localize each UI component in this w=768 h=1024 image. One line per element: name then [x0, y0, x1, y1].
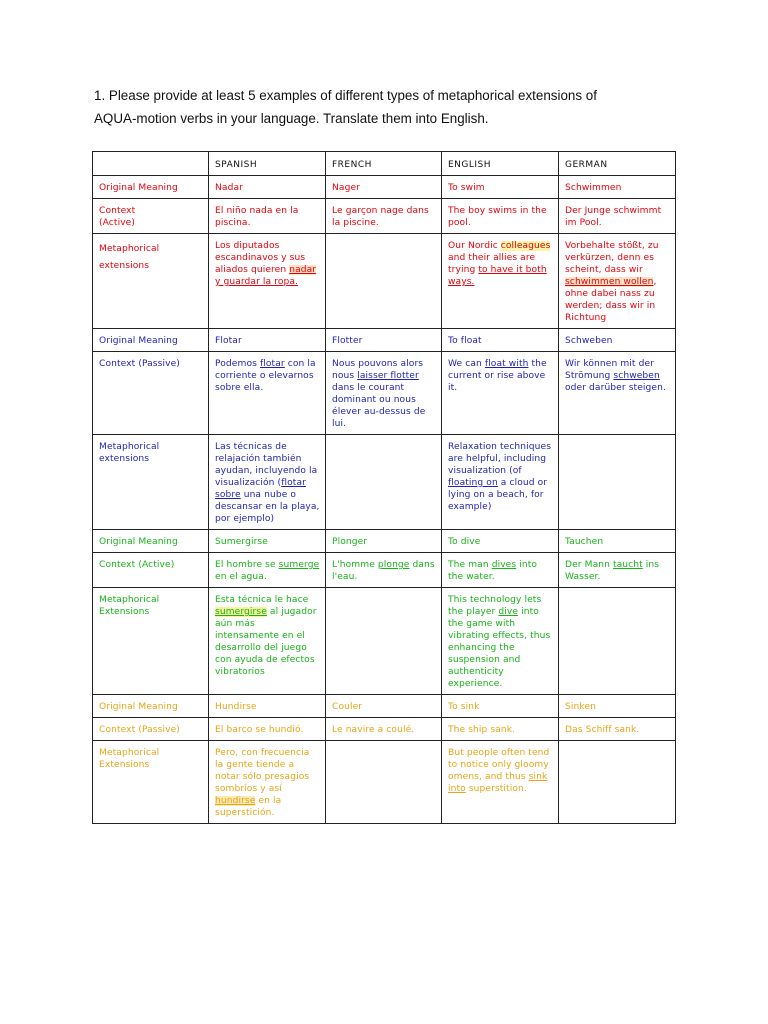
translation-table — [92, 151, 676, 824]
cell-german: Der Junge schwimmt im Pool. — [559, 199, 676, 234]
cell-english — [442, 553, 559, 588]
header-empty-cell — [93, 152, 209, 176]
row-label: Context (Passive) — [93, 352, 209, 435]
text-segment: and their allies are trying — [448, 253, 536, 275]
cell-spanish — [209, 234, 326, 329]
highlighted-phrase: dives — [491, 560, 517, 570]
text-segment: ins Wasser. — [565, 560, 660, 582]
text-segment: al jugador aún más intensamente en el desarrollo del juego con ayuda de efectos vibratorios — [215, 607, 317, 677]
cell-spanish: Flotar — [209, 329, 326, 352]
text-segment: Der Mann — [565, 560, 613, 570]
row-label: Original Meaning — [93, 176, 209, 199]
text-segment: a cloud or lying on a beach, for example) — [448, 478, 548, 512]
highlighted-phrase: nadar — [289, 265, 317, 275]
highlighted-phrase: colleagues — [500, 241, 551, 251]
text-segment: Wir können mit der Strömung — [565, 359, 654, 381]
header-english: ENGLISH — [442, 152, 559, 176]
cell-french: Couler — [326, 695, 442, 718]
highlighted-phrase: sink into — [448, 772, 548, 794]
text-segment: Nous pouvons alors nous — [332, 359, 424, 381]
cell-german: Sinken — [559, 695, 676, 718]
text-segment: This technology lets the player — [448, 595, 542, 617]
cell-german — [559, 435, 676, 530]
cell-german — [559, 588, 676, 695]
cell-english: To float — [442, 329, 559, 352]
text-segment: dans le courant dominant ou nous élever au-dessus de lui. — [332, 383, 426, 429]
cell-english: The ship sank. — [442, 718, 559, 741]
row-label: Metaphorical Extensions — [93, 741, 209, 824]
text-segment: Vorbehalte stößt, zu verkürzen, denn es scheint, dass wir — [565, 241, 659, 275]
highlighted-phrase: float with — [484, 359, 529, 369]
cell-spanish — [209, 352, 326, 435]
cell-german — [559, 553, 676, 588]
table-row — [93, 741, 676, 824]
cell-german: Schwimmen — [559, 176, 676, 199]
table-row — [93, 553, 676, 588]
table-row — [93, 588, 676, 695]
table-row — [93, 695, 676, 718]
table-row — [93, 176, 676, 199]
header-german: GERMAN — [559, 152, 676, 176]
cell-spanish: Sumergirse — [209, 530, 326, 553]
highlighted-phrase: floating on — [448, 478, 498, 488]
text-segment: into the water. — [448, 560, 538, 582]
cell-english — [442, 352, 559, 435]
question-line-2: AQUA-motion verbs in your language. Translate them into English. — [94, 111, 489, 126]
text-segment: into the game with vibrating effects, thus enhancing the suspension and authenticity experience. — [448, 607, 551, 689]
row-label: Context (Active) — [93, 199, 209, 234]
text-segment: El hombre se — [215, 560, 279, 570]
highlighted-phrase: laisser flotter — [357, 371, 419, 381]
cell-german — [559, 741, 676, 824]
row-label: Original Meaning — [93, 695, 209, 718]
cell-spanish: Nadar — [209, 176, 326, 199]
cell-french: Flotter — [326, 329, 442, 352]
cell-english — [442, 435, 559, 530]
text-segment: en la superstición. — [215, 796, 282, 818]
header-spanish: SPANISH — [209, 152, 326, 176]
highlighted-phrase: plonge — [377, 560, 410, 570]
highlighted-phrase: sumergirse — [215, 607, 267, 617]
header-french: FRENCH — [326, 152, 442, 176]
table-row — [93, 718, 676, 741]
cell-german: Das Schiff sank. — [559, 718, 676, 741]
cell-spanish: El barco se hundió. — [209, 718, 326, 741]
text-segment: Pero, con frecuencia la gente tiende a notar sólo presagios sombríos y así — [215, 748, 310, 794]
cell-german: Tauchen — [559, 530, 676, 553]
table-row — [93, 329, 676, 352]
text-segment: en el agua. — [215, 572, 267, 582]
highlighted-phrase: flotar sobre — [215, 478, 306, 500]
text-segment: dans l'eau. — [332, 560, 435, 582]
text-segment: Podemos — [215, 359, 260, 369]
cell-english: To swim — [442, 176, 559, 199]
cell-spanish — [209, 435, 326, 530]
cell-french: Nager — [326, 176, 442, 199]
cell-french — [326, 741, 442, 824]
table-row — [93, 530, 676, 553]
highlighted-phrase: dive — [498, 607, 519, 617]
text-segment: L'homme — [332, 560, 378, 570]
text-segment: , ohne dabei nass zu werden; dass wir in Richtung — [565, 277, 657, 323]
cell-french — [326, 352, 442, 435]
text-segment: una nube o descansar en la playa, por ejemplo) — [215, 490, 320, 524]
highlighted-phrase: sumerge — [278, 560, 320, 570]
text-segment: But people often tend to notice only gloomy omens, and thus — [448, 748, 550, 782]
cell-english: To sink — [442, 695, 559, 718]
highlighted-phrase: y guardar la ropa. — [215, 277, 299, 287]
text-segment: Esta técnica le hace — [215, 595, 309, 605]
cell-spanish — [209, 588, 326, 695]
text-segment: oder darüber steigen. — [565, 383, 666, 393]
cell-french — [326, 553, 442, 588]
text-segment: Los diputados escandinavos y sus aliados quieren — [215, 241, 306, 275]
cell-spanish: El niño nada en la piscina. — [209, 199, 326, 234]
cell-spanish — [209, 741, 326, 824]
cell-spanish — [209, 553, 326, 588]
highlighted-phrase: hundirse — [215, 796, 256, 806]
row-label: Metaphorical Extensions — [93, 588, 209, 695]
cell-german — [559, 234, 676, 329]
row-label: Original Meaning — [93, 530, 209, 553]
question-text — [94, 84, 694, 130]
cell-german — [559, 352, 676, 435]
cell-french — [326, 234, 442, 329]
cell-english — [442, 234, 559, 329]
table-header-row — [93, 152, 676, 176]
cell-german: Schweben — [559, 329, 676, 352]
cell-french: Le navire a coulé. — [326, 718, 442, 741]
row-label: Original Meaning — [93, 329, 209, 352]
text-segment: Relaxation techniques are helpful, including visualization (of — [448, 442, 552, 476]
text-segment: The man — [448, 560, 492, 570]
cell-french: Le garçon nage dans la piscine. — [326, 199, 442, 234]
row-label: Metaphorical extensions — [93, 435, 209, 530]
text-segment: Las técnicas de relajación también ayudan, incluyendo la visualización ( — [215, 442, 318, 488]
table-row — [93, 352, 676, 435]
cell-english — [442, 741, 559, 824]
highlighted-phrase: flotar — [259, 359, 285, 369]
cell-french: Plonger — [326, 530, 442, 553]
cell-french — [326, 588, 442, 695]
table-row — [93, 435, 676, 530]
highlighted-phrase: taucht — [612, 560, 643, 570]
cell-english: To dive — [442, 530, 559, 553]
table-row — [93, 234, 676, 329]
highlighted-phrase: to have it both ways. — [448, 265, 547, 287]
cell-english — [442, 588, 559, 695]
text-segment: We can — [448, 359, 485, 369]
text-segment: superstition. — [465, 784, 527, 794]
cell-english: The boy swims in the pool. — [442, 199, 559, 234]
row-label: Context (Active) — [93, 553, 209, 588]
row-label: Metaphorical extensions — [93, 234, 209, 329]
cell-french — [326, 435, 442, 530]
row-label: Context (Passive) — [93, 718, 209, 741]
question-line-1: 1. Please provide at least 5 examples of different types of metaphorical extensions of — [94, 88, 597, 103]
text-segment: the current or rise above it. — [448, 359, 547, 393]
highlighted-phrase: schwimmen wollen — [565, 277, 654, 287]
highlighted-phrase: schweben — [613, 371, 660, 381]
text-segment: Our Nordic — [448, 241, 501, 251]
cell-spanish: Hundirse — [209, 695, 326, 718]
text-segment: con la corriente o elevarnos sobre ella. — [215, 359, 316, 393]
table-row — [93, 199, 676, 234]
